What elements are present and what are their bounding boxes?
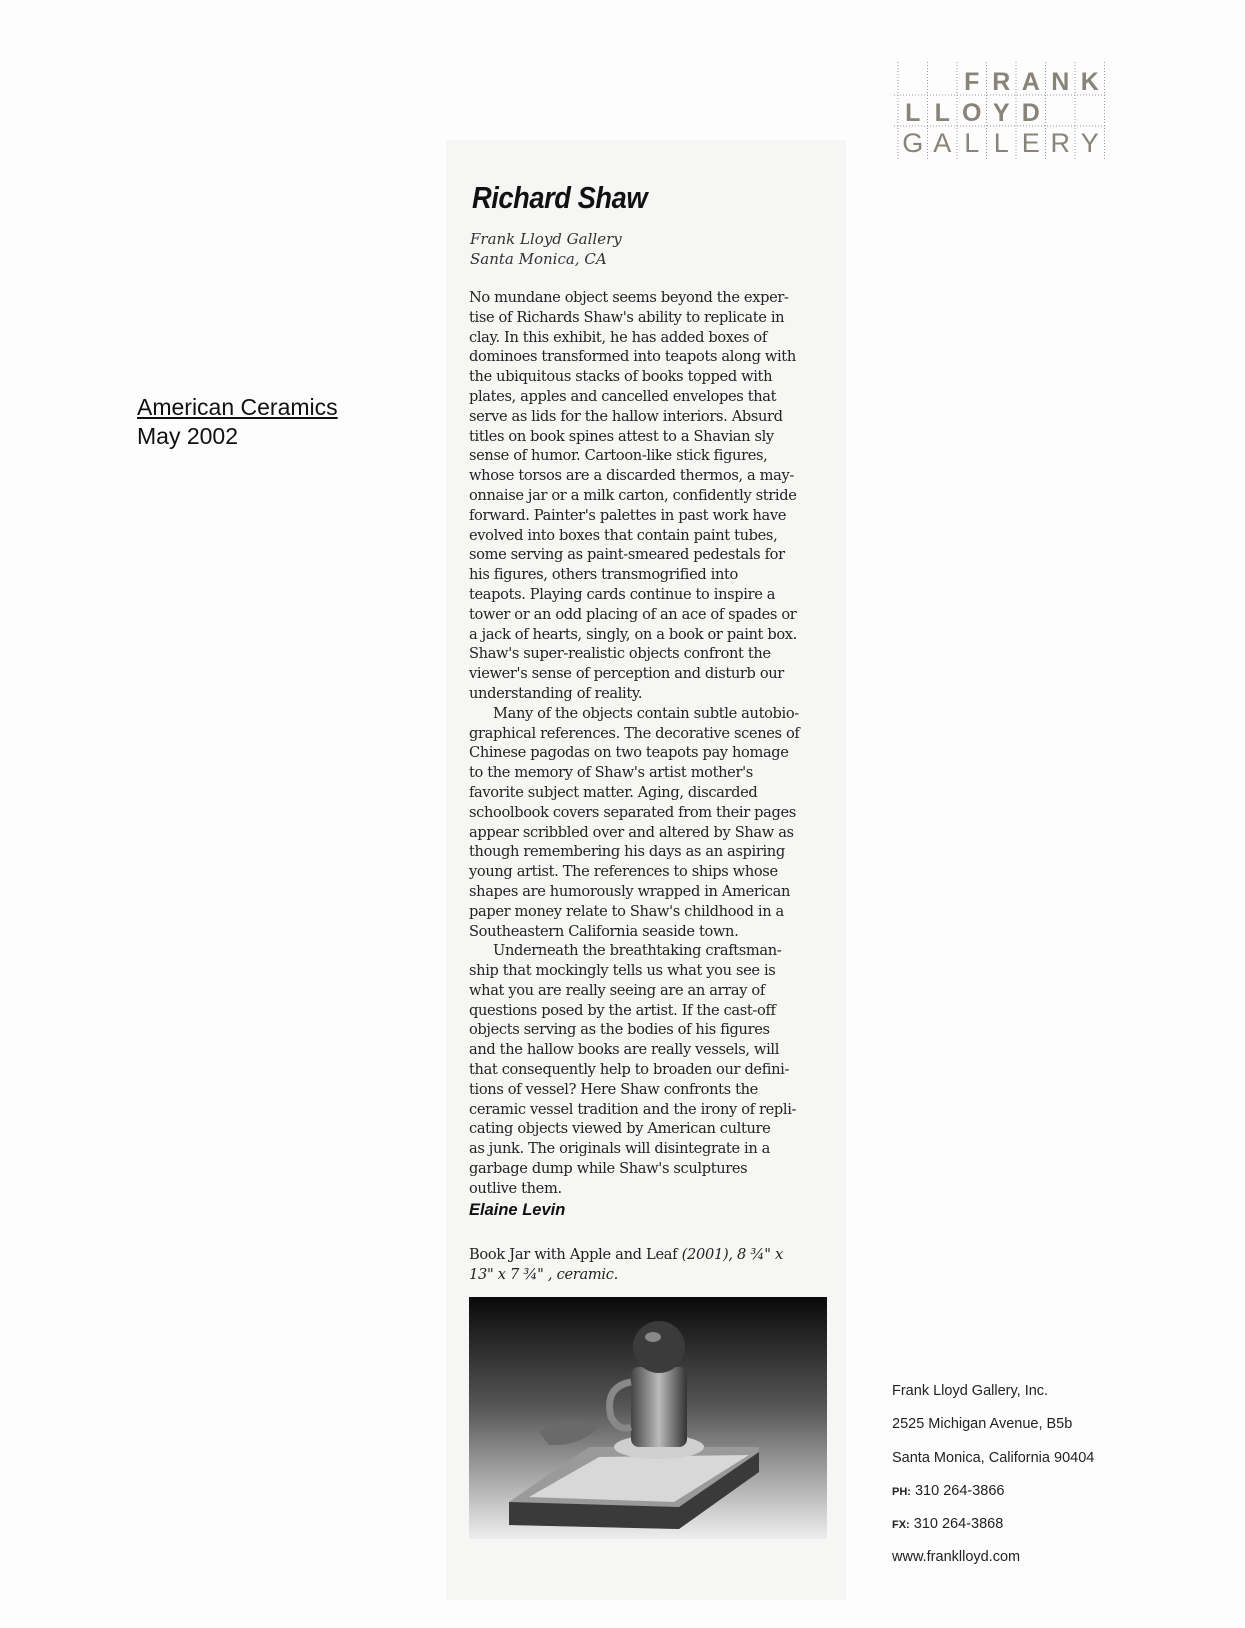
body-line: questions posed by the artist. If the cast-off xyxy=(469,1001,776,1019)
body-line: favorite subject matter. Aging, discarded xyxy=(469,783,758,801)
article-location: Santa Monica, CA xyxy=(470,250,607,268)
photo-caption xyxy=(469,1245,839,1285)
contact-website[interactable]: www.franklloyd.com xyxy=(892,1549,1021,1565)
body-line: clay. In this exhibit, he has added boxes of xyxy=(469,328,767,346)
body-line: tions of vessel? Here Shaw confronts the xyxy=(469,1080,758,1098)
body-line: No mundane object seems beyond the exper- xyxy=(469,289,789,306)
body-line: outlive them. xyxy=(469,1179,562,1197)
logo-letter: R xyxy=(1050,128,1070,158)
body-line: some serving as paint-smeared pedestals for xyxy=(469,546,785,564)
article-body xyxy=(469,288,849,1199)
body-line: his figures, others transmogrified into xyxy=(469,566,738,584)
body-line: young artist. The references to ships whose xyxy=(469,863,778,881)
body-line: schoolbook covers separated from their pages xyxy=(469,803,796,821)
body-line: Shaw's super-realistic objects confront the xyxy=(469,645,771,663)
article-author: Elaine Levin xyxy=(469,1201,566,1219)
body-line: what you are really seeing are an array of xyxy=(469,981,765,999)
fax-number: 310 264-3868 xyxy=(913,1516,1004,1532)
caption-work: Book Jar with Apple and Leaf xyxy=(469,1246,678,1263)
body-line: tower or an odd placing of an ace of spades or xyxy=(469,605,797,623)
contact-company: Frank Lloyd Gallery, Inc. xyxy=(892,1383,1049,1399)
logo-letter: L xyxy=(934,99,950,127)
article-title: Richard Shaw xyxy=(472,180,648,215)
gallery-logo xyxy=(894,62,1106,160)
publication-name: American Ceramics xyxy=(137,394,338,420)
body-line: though remembering his days as an aspiring xyxy=(469,843,785,861)
body-line: teapots. Playing cards continue to inspire a xyxy=(469,585,776,603)
contact-phone xyxy=(892,1483,1004,1499)
body-line: onnaise jar or a milk carton, confidently stride xyxy=(469,486,797,504)
body-line: a jack of hearts, singly, on a book or paint box. xyxy=(469,625,797,643)
logo-letter: L xyxy=(964,128,980,158)
logo-letter: E xyxy=(1021,128,1040,158)
phone-label: PH: xyxy=(892,1486,911,1498)
body-line: ceramic vessel tradition and the irony of repli- xyxy=(469,1100,797,1118)
body-line: shapes are humorously wrapped in American xyxy=(469,882,791,900)
contact-fax xyxy=(892,1516,1003,1532)
logo-letter: F xyxy=(964,68,980,96)
logo-letter: K xyxy=(1080,68,1099,96)
artwork-photo xyxy=(469,1297,827,1539)
body-line: tise of Richards Shaw's ability to replicate in xyxy=(469,308,785,326)
phone-number: 310 264-3866 xyxy=(914,1483,1005,1499)
body-line: evolved into boxes that contain paint tubes, xyxy=(469,526,778,544)
body-line: Underneath the breathtaking craftsman- xyxy=(493,942,782,960)
body-line: to the memory of Shaw's artist mother's xyxy=(469,764,753,782)
logo-letter: D xyxy=(1021,99,1040,127)
body-line: Chinese pagodas on two teapots pay homage xyxy=(469,744,789,762)
body-line: forward. Painter's palettes in past work have xyxy=(469,506,787,524)
logo-letter: A xyxy=(933,128,952,158)
body-line: sense of humor. Cartoon-like stick figures, xyxy=(469,447,768,465)
body-line: objects serving as the bodies of his figures xyxy=(469,1021,770,1039)
body-line: as junk. The originals will disintegrate in a xyxy=(469,1140,771,1158)
body-line: whose torsos are a discarded thermos, a may- xyxy=(469,467,794,485)
logo-letter: A xyxy=(1021,68,1040,96)
logo-graphic xyxy=(894,62,1106,160)
publication-info xyxy=(137,393,338,451)
logo-letter: Y xyxy=(1080,128,1099,158)
fax-label: FX: xyxy=(892,1519,910,1531)
body-line: viewer's sense of perception and disturb our xyxy=(469,665,784,683)
body-line: and the hallow books are really vessels, will xyxy=(469,1041,780,1059)
body-line: that consequently help to broaden our defini- xyxy=(469,1061,790,1079)
body-line: appear scribbled over and altered by Shaw as xyxy=(469,823,794,841)
body-line: understanding of reality. xyxy=(469,684,643,702)
logo-letter: L xyxy=(993,128,1009,158)
body-line: garbage dump while Shaw's sculptures xyxy=(469,1160,748,1178)
body-line: graphical references. The decorative scenes of xyxy=(469,724,800,742)
logo-letter: G xyxy=(902,128,924,158)
body-line: ship that mockingly tells us what you see is xyxy=(469,962,776,980)
body-line: cating objects viewed by American culture xyxy=(469,1120,771,1138)
body-line: the ubiquitous stacks of books topped with xyxy=(469,368,773,386)
logo-letter: N xyxy=(1051,68,1070,96)
body-line: titles on book spines attest to a Shavian sly xyxy=(469,427,774,445)
logo-letter: R xyxy=(992,68,1011,96)
body-line: Many of the objects contain subtle autobio- xyxy=(493,704,799,722)
contact-address: 2525 Michigan Avenue, B5b xyxy=(892,1416,1073,1432)
logo-letter: Y xyxy=(992,99,1010,127)
logo-letter: O xyxy=(962,99,982,127)
caption-details-2: 13" x 7 ¾" , ceramic. xyxy=(469,1266,618,1283)
article-venue: Frank Lloyd Gallery xyxy=(470,230,622,248)
body-line: serve as lids for the hallow interiors. Absurd xyxy=(469,407,783,425)
contact-city: Santa Monica, California 90404 xyxy=(892,1450,1095,1466)
body-line: Southeastern California seaside town. xyxy=(469,922,739,940)
publication-date: May 2002 xyxy=(137,423,239,449)
caption-details-1: (2001), 8 ¾" x xyxy=(677,1246,783,1263)
body-line: paper money relate to Shaw's childhood in a xyxy=(469,902,784,920)
body-line: dominoes transformed into teapots along with xyxy=(469,348,796,366)
logo-letter: L xyxy=(905,99,921,127)
body-line: plates, apples and cancelled envelopes that xyxy=(469,387,777,405)
